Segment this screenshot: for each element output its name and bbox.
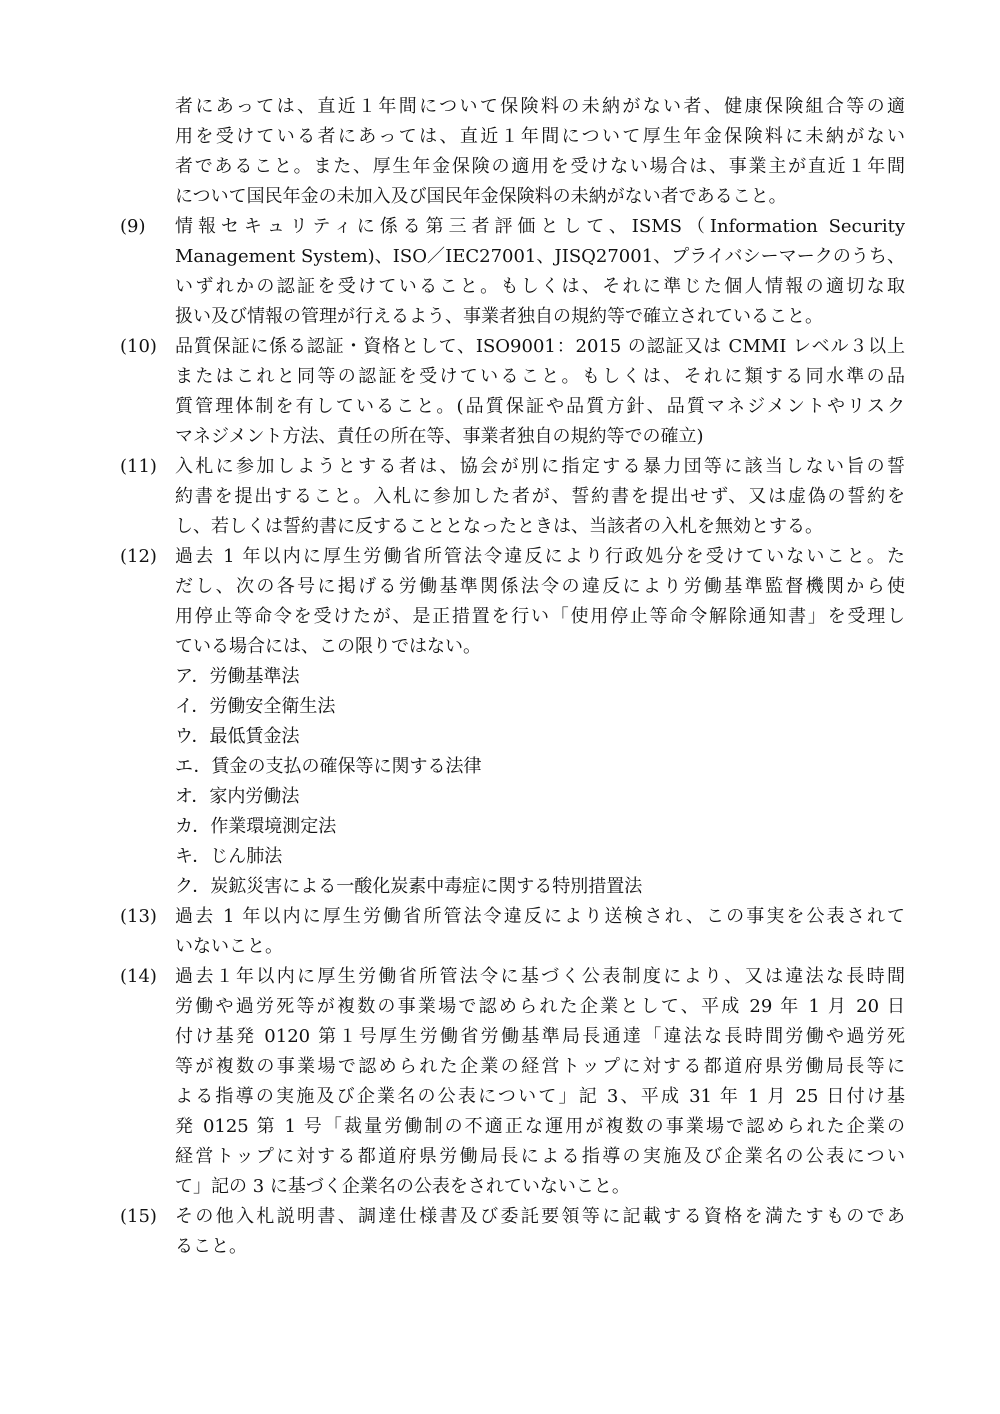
item-text: またはこれと同等の認証を受けていること。もしくは、それに類する同水準の品 — [175, 366, 905, 387]
item-text: Management System)、ISO／IEC27001、JISQ27001、プライバシーマークのうち、 — [175, 246, 905, 267]
item-number: (10) — [120, 336, 157, 357]
item-text: 扱い及び情報の管理が行えるよう、事業者独自の規約等で確立されていること。 — [175, 306, 823, 327]
item-text: て」記の 3 に基づく企業名の公表をされていないこと。 — [175, 1176, 630, 1197]
item-number: (15) — [120, 1206, 157, 1227]
intro-line: 用を受けている者にあっては、直近１年間について厚生年金保険料に未納がない — [175, 126, 905, 147]
sub-item-ka: カ．作業環境測定法 — [175, 816, 337, 837]
item-text: その他入札説明書、調達仕様書及び委託要領等に記載する資格を満たすものであ — [175, 1206, 905, 1227]
item-text: ること。 — [175, 1236, 247, 1257]
item-text: いないこと。 — [175, 936, 283, 957]
item-text: だし、次の各号に掲げる労働基準関係法令の違反により労働基準監督機関から使 — [175, 576, 905, 597]
item-text: 過去１年以内に厚生労働省所管法令に基づく公表制度により、又は違法な長時間 — [175, 966, 905, 987]
item-text: いずれかの認証を受けていること。もしくは、それに準じた個人情報の適切な取 — [175, 276, 905, 297]
intro-line: 者にあっては、直近１年間について保険料の未納がない者、健康保険組合等の適 — [175, 96, 905, 117]
item-text: マネジメント方法、責任の所在等、事業者独自の規約等での確立) — [175, 426, 704, 447]
item-text: 約書を提出すること。入札に参加した者が、誓約書を提出せず、又は虚偽の誓約を — [175, 486, 905, 507]
list-item-9 — [120, 212, 905, 242]
document-body — [120, 92, 905, 1262]
item-text: 情報セキュリティに係る第三者評価として、ISMS（Information Security — [175, 216, 905, 237]
list-item-12 — [120, 542, 905, 572]
item-number: (13) — [120, 906, 157, 927]
item-text: 品質保証に係る認証・資格として、ISO9001：2015 の認証又は CMMI レベル３以上 — [175, 336, 905, 357]
item-text: よる指導の実施及び企業名の公表について」記 3、平成 31 年 1 月 25 日付け基 — [175, 1086, 905, 1107]
sub-item-ku: ク．炭鉱災害による一酸化炭素中毒症に関する特別措置法 — [175, 876, 643, 897]
item-number: (14) — [120, 966, 157, 987]
sub-item-u: ウ．最低賃金法 — [175, 726, 300, 747]
item-text: 過去 1 年以内に厚生労働省所管法令違反により行政処分を受けていないこと。た — [175, 546, 905, 567]
sub-item-a: ア．労働基準法 — [175, 666, 300, 687]
item-text: 労働や過労死等が複数の事業場で認められた企業として、平成 29 年 1 月 20 日 — [175, 996, 905, 1017]
list-item-14 — [120, 962, 905, 992]
list-item-13 — [120, 902, 905, 932]
item-text: 過去 1 年以内に厚生労働省所管法令違反により送検され、この事実を公表されて — [175, 906, 905, 927]
item-text: し、若しくは誓約書に反することとなったときは、当該者の入札を無効とする。 — [175, 516, 823, 537]
list-item-15 — [120, 1202, 905, 1232]
sub-item-ki: キ．じん肺法 — [175, 846, 283, 867]
item-text: 経営トップに対する都道府県労働局長による指導の実施及び企業名の公表につい — [175, 1146, 905, 1167]
sub-item-i: イ．労働安全衛生法 — [175, 696, 336, 717]
intro-line: 者であること。また、厚生年金保険の適用を受けない場合は、事業主が直近１年間 — [175, 156, 905, 177]
list-item-10 — [120, 332, 905, 362]
item-text: ている場合には、この限りではない。 — [175, 636, 481, 657]
item-text: 等が複数の事業場で認められた企業の経営トップに対する都道府県労働局長等に — [175, 1056, 905, 1077]
sub-item-o: オ．家内労働法 — [175, 786, 300, 807]
item-number: (11) — [120, 456, 157, 477]
item-number: (9) — [120, 216, 146, 237]
item-text: 付け基発 0120 第１号厚生労働省労働基準局長通達「違法な長時間労働や過労死 — [175, 1026, 905, 1047]
item-number: (12) — [120, 546, 157, 567]
sub-item-e: エ．賃金の支払の確保等に関する法律 — [175, 756, 482, 777]
item-text: 質管理体制を有していること。(品質保証や品質方針、品質マネジメントやリスク — [175, 396, 905, 417]
intro-line: について国民年金の未加入及び国民年金保険料の未納がない者であること。 — [175, 186, 787, 207]
list-item-11 — [120, 452, 905, 482]
item-text: 用停止等命令を受けたが、是正措置を行い「使用停止等命令解除通知書」を受理し — [175, 606, 905, 627]
item-text: 発 0125 第 1 号「裁量労働制の不適正な運用が複数の事業場で認められた企業の — [175, 1116, 905, 1137]
item-text: 入札に参加しようとする者は、協会が別に指定する暴力団等に該当しない旨の誓 — [175, 456, 905, 477]
